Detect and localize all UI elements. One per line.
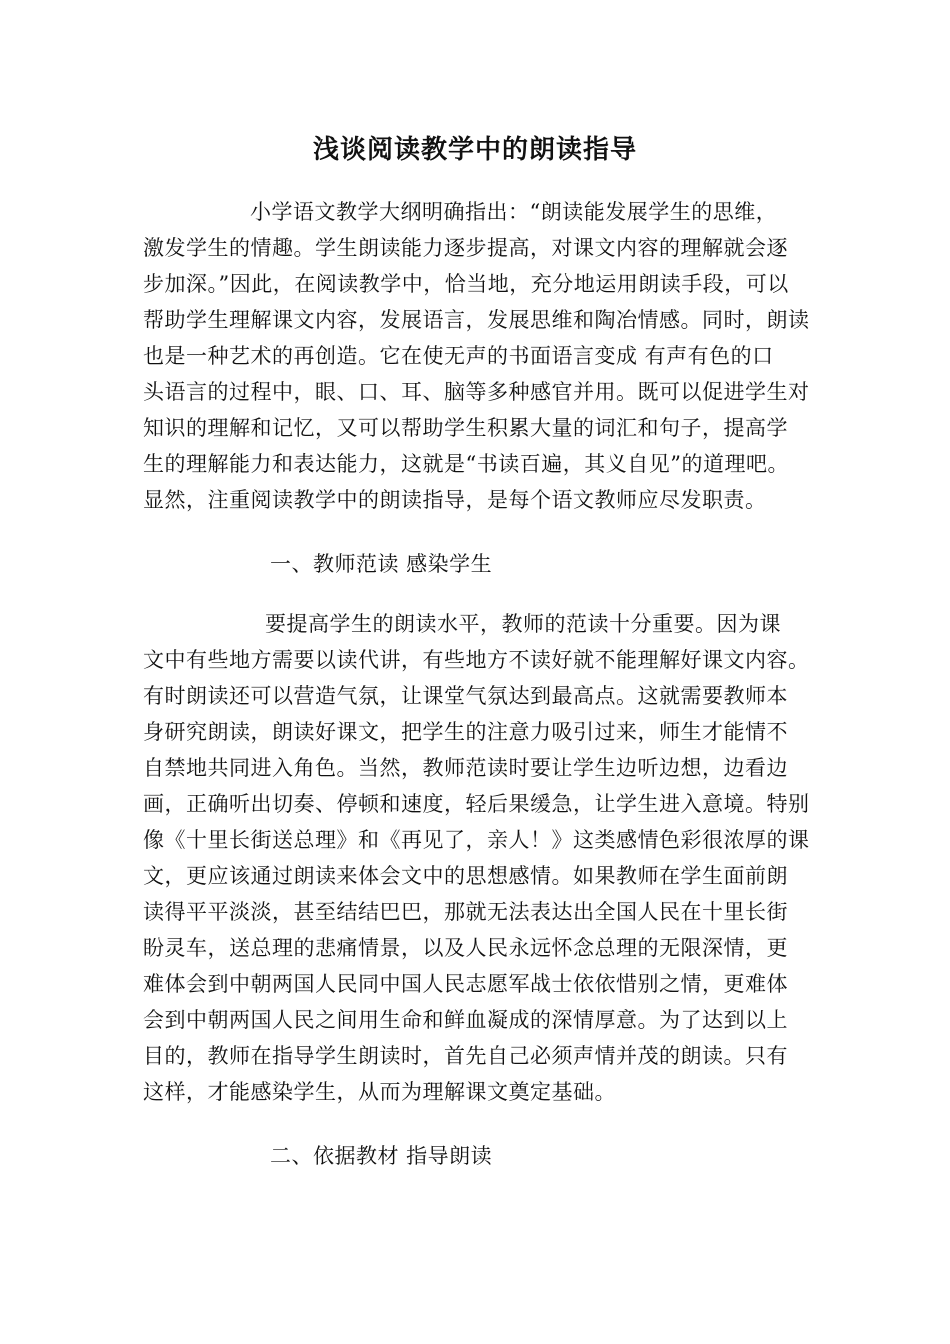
text-line: 像《十里长街送总理》和《再见了，亲人！》这类感情色彩很浓厚的课 <box>143 828 810 852</box>
document-title: 浅谈阅读教学中的朗读指导 <box>312 135 637 165</box>
text-line: 激发学生的情趣。学生朗读能力逐步提高，对课文内容的理解就会逐 <box>143 236 788 260</box>
text-line: 文中有些地方需要以读代讲，有些地方不读好就不能理解好课文内容。 <box>143 648 810 672</box>
text-line: 这样，才能感染学生，从而为理解课文奠定基础。 <box>143 1080 616 1104</box>
text-line: 知识的理解和记忆，又可以帮助学生积累大量的词汇和句子，提高学 <box>143 416 788 440</box>
text-line: 帮助学生理解课文内容，发展语言，发展思维和陶冶情感。同时，朗读 <box>143 308 810 332</box>
text-line: 会到中朝两国人民之间用生命和鲜血凝成的深情厚意。为了达到以上 <box>143 1008 788 1032</box>
text-line: 头语言的过程中，眼、口、耳、脑等多种感官并用。既可以促进学生对 <box>143 380 810 404</box>
text-line: 画，正确听出切奏、停顿和速度，轻后果缓急，让学生进入意境。特别 <box>143 792 810 816</box>
section-heading-1: 一、教师范读 感染学生 <box>270 552 493 576</box>
text-line: 读得平平淡淡，甚至结结巴巴，那就无法表达出全国人民在十里长街 <box>143 900 788 924</box>
text-line: 显然，注重阅读教学中的朗读指导，是每个语文教师应尽发职责。 <box>143 488 767 512</box>
text-line: 生的理解能力和表达能力，这就是“书读百遍，其义自见”的道理吧。 <box>143 452 789 476</box>
section-heading-2: 二、依据教材 指导朗读 <box>270 1144 493 1168</box>
text-line: 盼灵车，送总理的悲痛情景，以及人民永远怀念总理的无限深情，更 <box>143 936 788 960</box>
text-line: 身研究朗读，朗读好课文，把学生的注意力吸引过来，师生才能情不 <box>143 720 788 744</box>
text-line: 文，更应该通过朗读来体会文中的思想感情。如果教师在学生面前朗 <box>143 864 788 888</box>
text-line: 小学语文教学大纲明确指出：“朗读能发展学生的思维， <box>250 200 778 224</box>
text-line: 有时朗读还可以营造气氛，让课堂气氛达到最高点。这就需要教师本 <box>143 684 788 708</box>
text-line: 自禁地共同进入角色。当然，教师范读时要让学生边听边想，边看边 <box>143 756 788 780</box>
text-line: 要提高学生的朗读水平，教师的范读十分重要。因为课 <box>265 612 781 636</box>
text-line: 也是一种艺术的再创造。它在使无声的书面语言变成 有声有色的口 <box>143 344 774 368</box>
text-line: 难体会到中朝两国人民同中国人民志愿军战士依依惜别之情，更难体 <box>143 972 788 996</box>
text-line: 步加深。”因此，在阅读教学中，恰当地，充分地运用朗读手段，可以 <box>143 272 789 296</box>
text-line: 目的，教师在指导学生朗读时，首先自己必须声情并茂的朗读。只有 <box>143 1044 788 1068</box>
